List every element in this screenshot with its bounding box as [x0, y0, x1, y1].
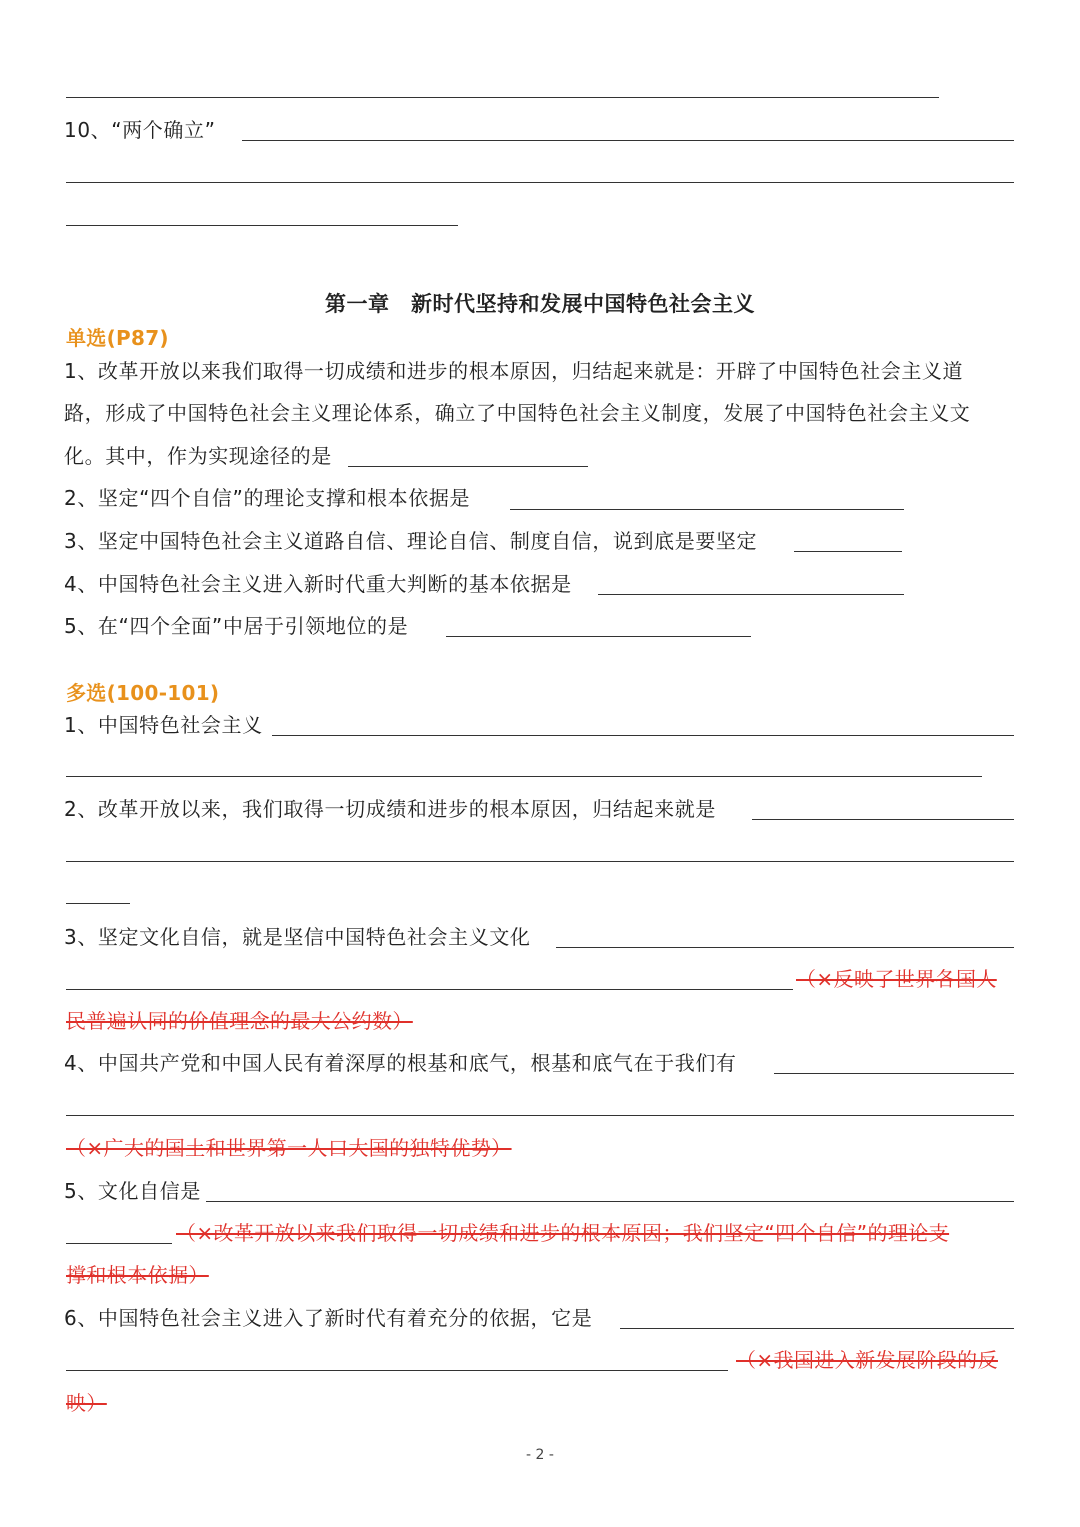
- wrong-answer-note: 映）: [66, 1391, 107, 1415]
- answer-line: [446, 636, 751, 637]
- answer-line: [66, 1370, 728, 1371]
- single-q4: 4、中国特色社会主义进入新时代重大判断的基本依据是: [64, 572, 572, 596]
- answer-line: [556, 947, 1014, 948]
- multi-q3: 3、坚定文化自信，就是坚信中国特色社会主义文化: [64, 925, 531, 949]
- multi-q2: 2、改革开放以来，我们取得一切成绩和进步的根本原因，归结起来就是: [64, 797, 716, 821]
- answer-line: [66, 776, 982, 777]
- answer-line: [66, 861, 1014, 862]
- section-heading-single: 单选(P87): [66, 326, 169, 350]
- answer-line: [620, 1328, 1014, 1329]
- answer-line: [66, 1115, 1014, 1116]
- answer-line: [66, 903, 130, 904]
- answer-line: [66, 225, 458, 226]
- answer-line: [206, 1201, 1014, 1202]
- wrong-answer-note: （×改革开放以来我们取得一切成绩和进步的根本原因；我们坚定“四个自信”的理论支: [176, 1221, 950, 1245]
- single-q5: 5、在“四个全面”中居于引领地位的是: [64, 614, 409, 638]
- answer-line: [66, 182, 1014, 183]
- answer-line: [598, 594, 904, 595]
- answer-line: [752, 819, 1014, 820]
- wrong-answer-note: （×我国进入新发展阶段的反: [736, 1348, 998, 1372]
- single-q1-line2: 路，形成了中国特色社会主义理论体系，确立了中国特色社会主义制度，发展了中国特色社会主义文: [64, 401, 971, 425]
- answer-line: [66, 989, 793, 990]
- answer-line: [774, 1073, 1014, 1074]
- answer-line: [66, 1243, 172, 1244]
- single-q3: 3、坚定中国特色社会主义道路自信、理论自信、制度自信，说到底是要坚定: [64, 529, 758, 553]
- multi-q5: 5、文化自信是: [64, 1179, 201, 1203]
- chapter-title: 第一章 新时代坚持和发展中国特色社会主义: [325, 292, 755, 316]
- answer-line: [66, 97, 939, 98]
- single-q1-line3: 化。其中，作为实现途径的是: [64, 444, 332, 468]
- multi-q6: 6、中国特色社会主义进入了新时代有着充分的依据，它是: [64, 1306, 593, 1330]
- answer-line: [510, 509, 904, 510]
- page-number: - 2 -: [526, 1447, 554, 1463]
- multi-q4: 4、中国共产党和中国人民有着深厚的根基和底气，根基和底气在于我们有: [64, 1051, 737, 1075]
- wrong-answer-note: 撑和根本依据）: [66, 1263, 209, 1287]
- single-q2: 2、坚定“四个自信”的理论支撑和根本依据是: [64, 486, 471, 510]
- question-10: 10、“两个确立”: [64, 118, 216, 142]
- multi-q1: 1、中国特色社会主义: [64, 713, 263, 737]
- answer-line: [348, 466, 588, 467]
- answer-line: [272, 735, 1014, 736]
- wrong-answer-note: 民普遍认同的价值理念的最大公约数）: [66, 1009, 413, 1033]
- section-heading-multi: 多选(100-101): [66, 681, 220, 705]
- answer-line: [794, 551, 902, 552]
- single-q1-line1: 1、改革开放以来我们取得一切成绩和进步的根本原因，归结起来就是：开辟了中国特色社会主义道: [64, 359, 964, 383]
- answer-line: [242, 140, 1014, 141]
- wrong-answer-note: （×反映了世界各国人: [796, 967, 997, 991]
- wrong-answer-note: （×广大的国土和世界第一人口大国的独特优势）: [66, 1136, 512, 1160]
